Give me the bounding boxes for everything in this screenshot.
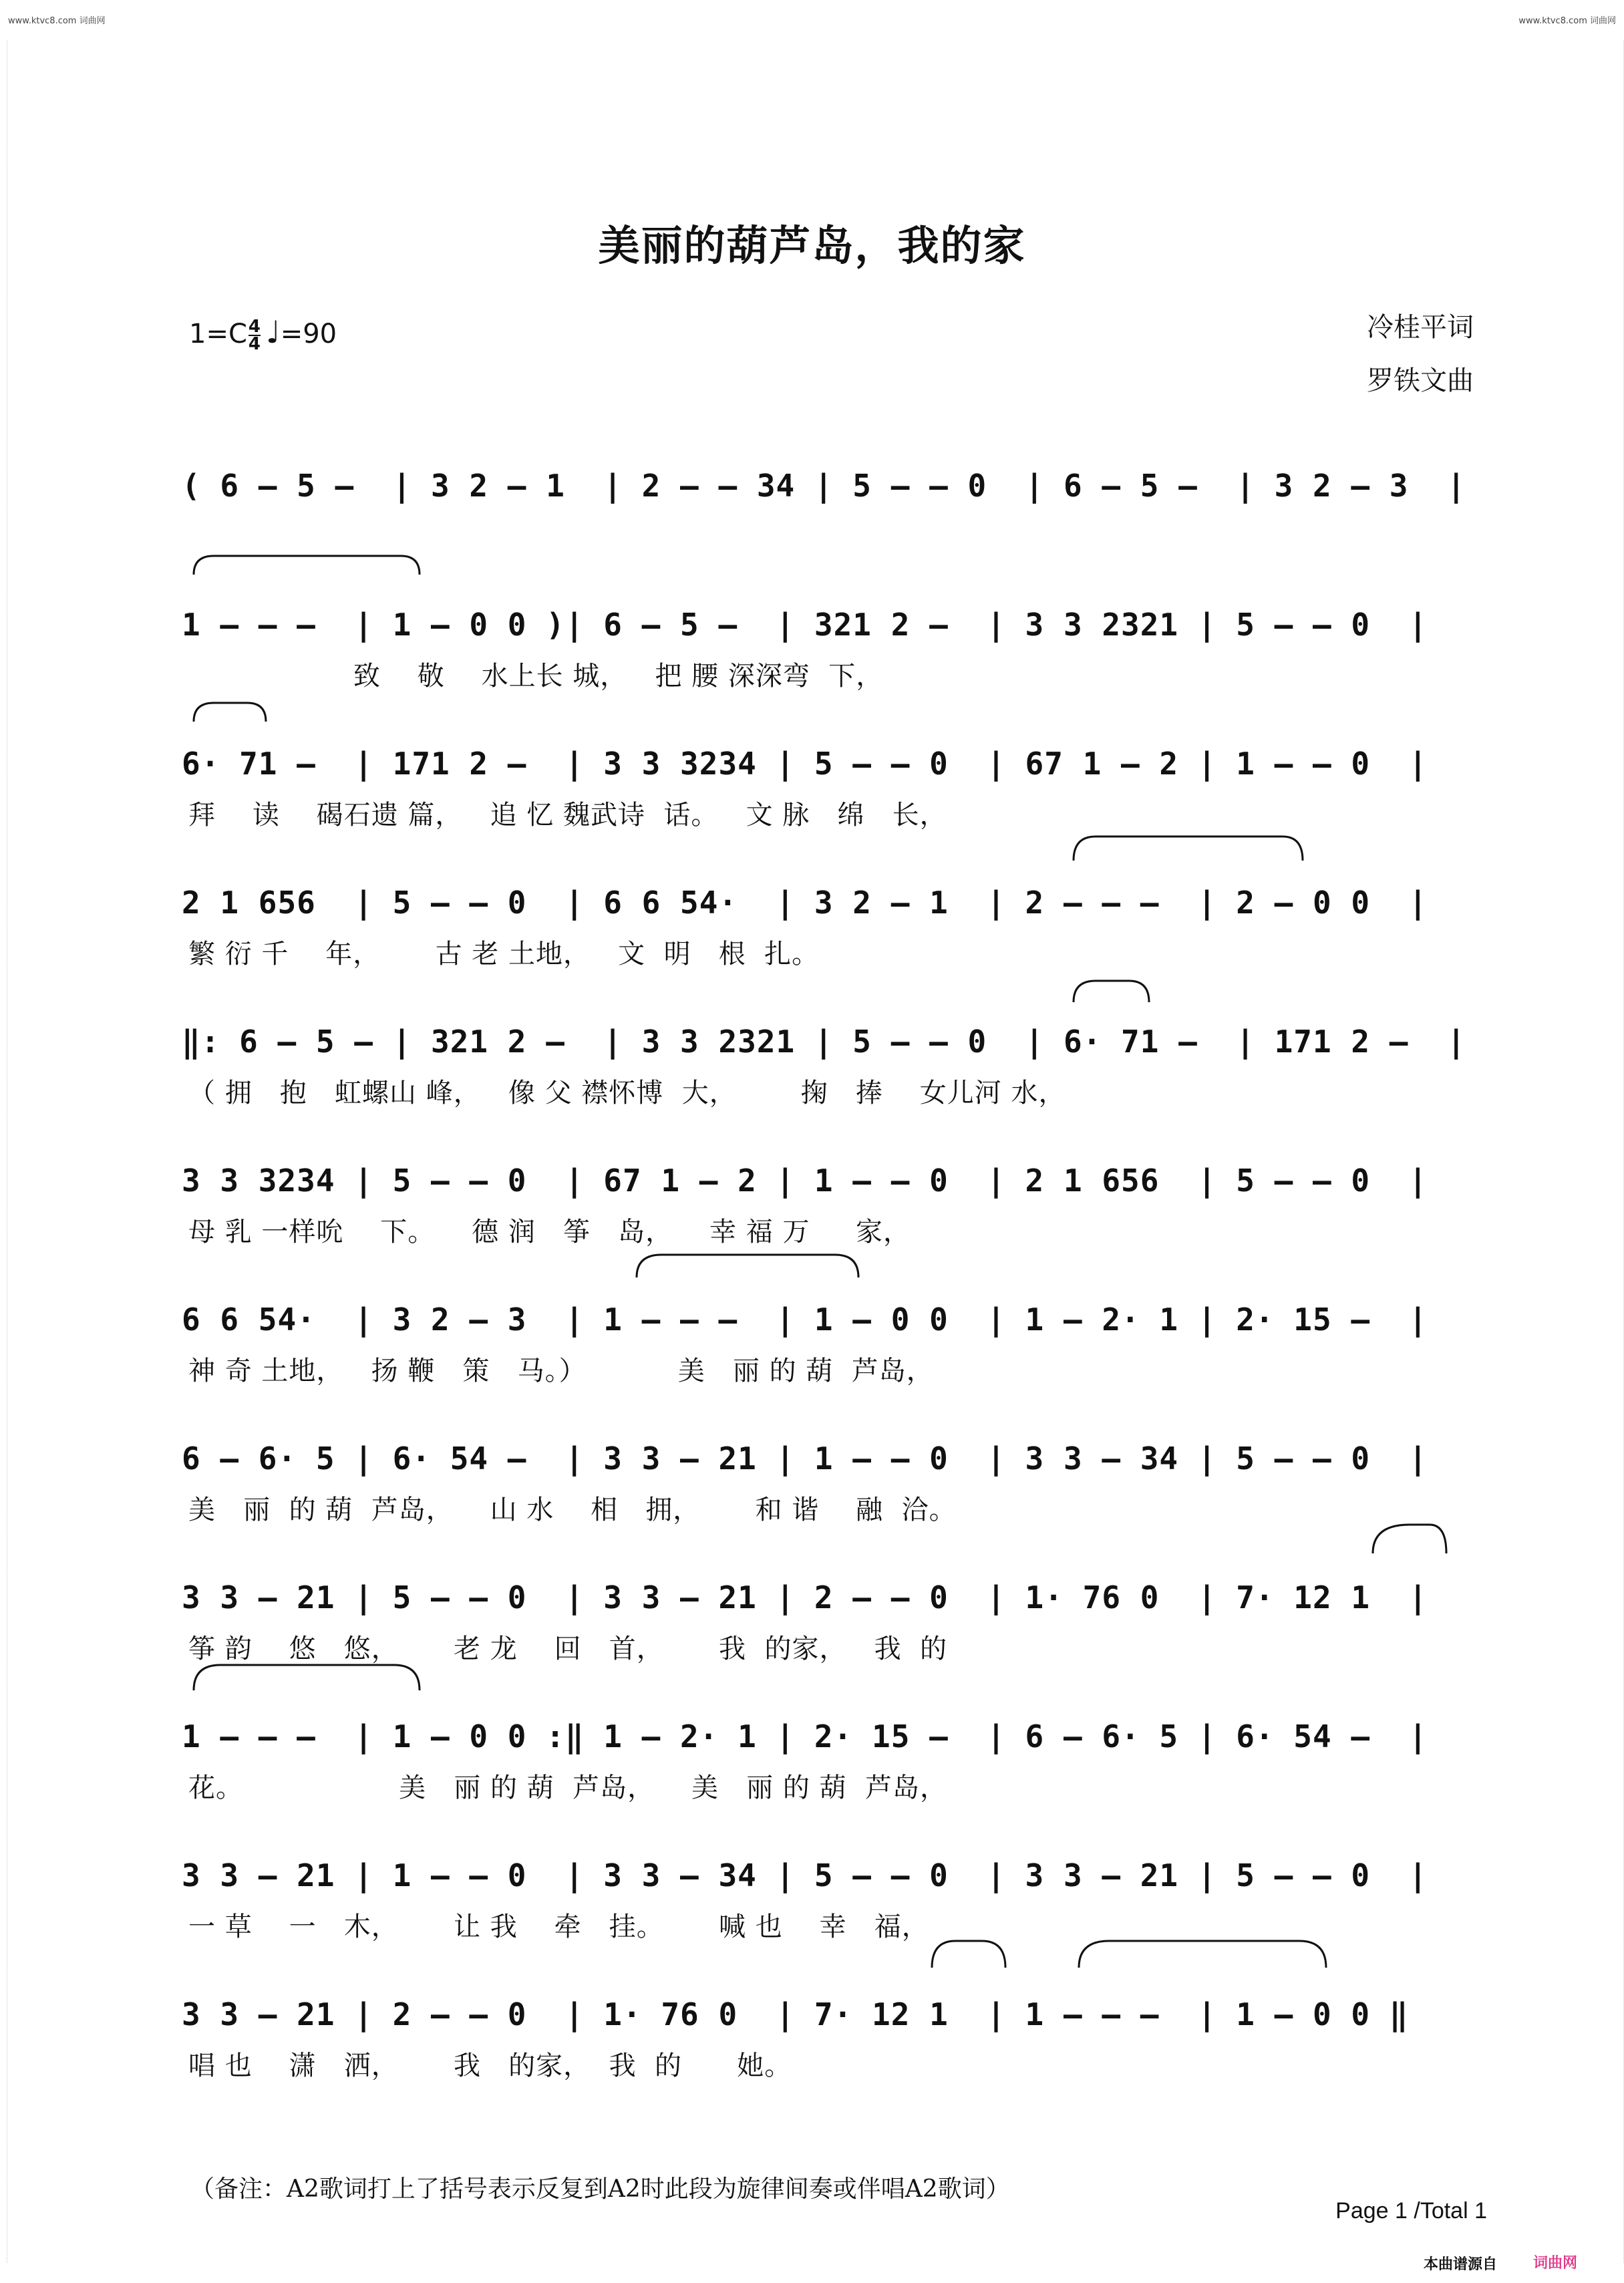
footer-source-label: 本曲谱源自: [1423, 2256, 1497, 2273]
lyric-line: 筝 韵 悠 悠， 老 龙 回 首， 我 的家， 我 的: [188, 1634, 948, 1664]
notation-line: 6· 71 – | 171 2 – | 3 3 3234 | 5 – – 0 | 67 1 – 2 | 1 – – 0 |: [182, 746, 1428, 782]
notation-line: ( 6 – 5 – | 3 2 – 1 | 2 – – 34 | 5 – – 0 | 6 – 5 – | 3 2 – 3 |: [182, 468, 1466, 504]
time-signature-bottom: 4: [248, 334, 261, 354]
lyric-line: 一 草 一 木， 让 我 牵 挂。 喊 也 幸 福，: [188, 1912, 929, 1942]
lyric-line: 花。 美 丽 的 葫 芦岛， 美 丽 的 葫 芦岛，: [188, 1773, 948, 1803]
slur-tie: [194, 1665, 420, 1690]
slur-tie: [637, 1255, 858, 1277]
slur-tie: [932, 1941, 1005, 1968]
slur-tie: [1074, 836, 1303, 861]
slur-tie: [1079, 1941, 1326, 1968]
footnote: （备注：A2歌词打上了括号表示反复到A2时此段为旋律间奏或伴唱A2歌词）: [190, 2175, 1010, 2203]
time-signature-top: 4: [248, 317, 261, 337]
notation-line: 3 3 – 21 | 1 – – 0 | 3 3 – 34 | 5 – – 0 | 3 3 – 21 | 5 – – 0 |: [182, 1857, 1428, 1893]
notation-line: 3 3 – 21 | 5 – – 0 | 3 3 – 21 | 2 – – 0 | 1· 76 0 | 7· 12 1 |: [182, 1579, 1428, 1616]
site-watermark-left: www.ktvc8.com 词曲网: [8, 16, 106, 26]
notation-line: 1 – – – | 1 – 0 0 )| 6 – 5 – | 321 2 – | 3 3 2321 | 5 – – 0 |: [182, 607, 1428, 643]
slur-tie: [1074, 981, 1149, 1002]
song-title: 美丽的葫芦岛，我的家: [598, 221, 1026, 270]
composer-credit: 罗铁文曲: [1367, 365, 1474, 396]
notation-line: 6 6 54· | 3 2 – 3 | 1 – – – | 1 – 0 0 | 1 – 2· 1 | 2· 15 – |: [182, 1302, 1428, 1338]
page-number: Page 1 /Total 1: [1335, 2198, 1487, 2224]
lyric-line: 致 敬 水上长 城， 把 腰 深深弯 下，: [188, 661, 884, 692]
footer-brand-logo: 词曲网: [1532, 2255, 1577, 2272]
lyric-line: 神 奇 土地， 扬 鞭 策 马。） 美 丽 的 葫 芦岛，: [188, 1356, 934, 1386]
lyric-line: 唱 也 潇 洒， 我 的家， 我 的 她。: [188, 2050, 792, 2081]
notation-line: 3 3 – 21 | 2 – – 0 | 1· 76 0 | 7· 12 1 | 1 – – – | 1 – 0 0 ‖: [182, 1996, 1409, 2032]
notation-line: 2 1 656 | 5 – – 0 | 6 6 54· | 3 2 – 1 | 2 – – – | 2 – 0 0 |: [182, 885, 1428, 921]
slur-tie: [194, 556, 420, 575]
slur-tie: [1373, 1525, 1446, 1553]
notation-line: 6 – 6· 5 | 6· 54 – | 3 3 – 21 | 1 – – 0 | 3 3 – 34 | 5 – – 0 |: [182, 1440, 1428, 1477]
quarter-note-icon: ♩: [266, 314, 281, 350]
notation-line: 3 3 3234 | 5 – – 0 | 67 1 – 2 | 1 – – 0 | 2 1 656 | 5 – – 0 |: [182, 1163, 1428, 1199]
site-watermark-right: www.ktvc8.com 词曲网: [1518, 16, 1616, 26]
lyric-line: 美 丽 的 葫 芦岛， 山 水 相 拥， 和 谐 融 洽。: [188, 1495, 957, 1525]
lyric-line: （ 拥 抱 虹螺山 峰， 像 父 襟怀博 大， 掬 捧 女儿河 水，: [188, 1078, 1066, 1108]
lyric-line: 繁 衍 千 年， 古 老 土地， 文 明 根 扎。: [188, 939, 820, 969]
lyric-line: 母 乳 一样吮 下。 德 润 筝 岛， 幸 福 万 家，: [188, 1217, 911, 1247]
notation-line: 1 – – – | 1 – 0 0 :‖ 1 – 2· 1 | 2· 15 – | 6 – 6· 5 | 6· 54 – |: [182, 1718, 1428, 1755]
lyric-line: 拜 读 碣石遗 篇， 追 忆 魏武诗 话。 文 脉 绵 长，: [188, 800, 947, 830]
lyricist-credit: 冷桂平词: [1367, 312, 1474, 343]
slur-tie: [194, 703, 266, 722]
notation-line: ‖: 6 – 5 – | 321 2 – | 3 3 2321 | 5 – – 0 | 6· 71 – | 171 2 – |: [182, 1024, 1466, 1060]
key-label: 1=C: [189, 319, 247, 349]
tempo-value: =90: [280, 319, 337, 349]
